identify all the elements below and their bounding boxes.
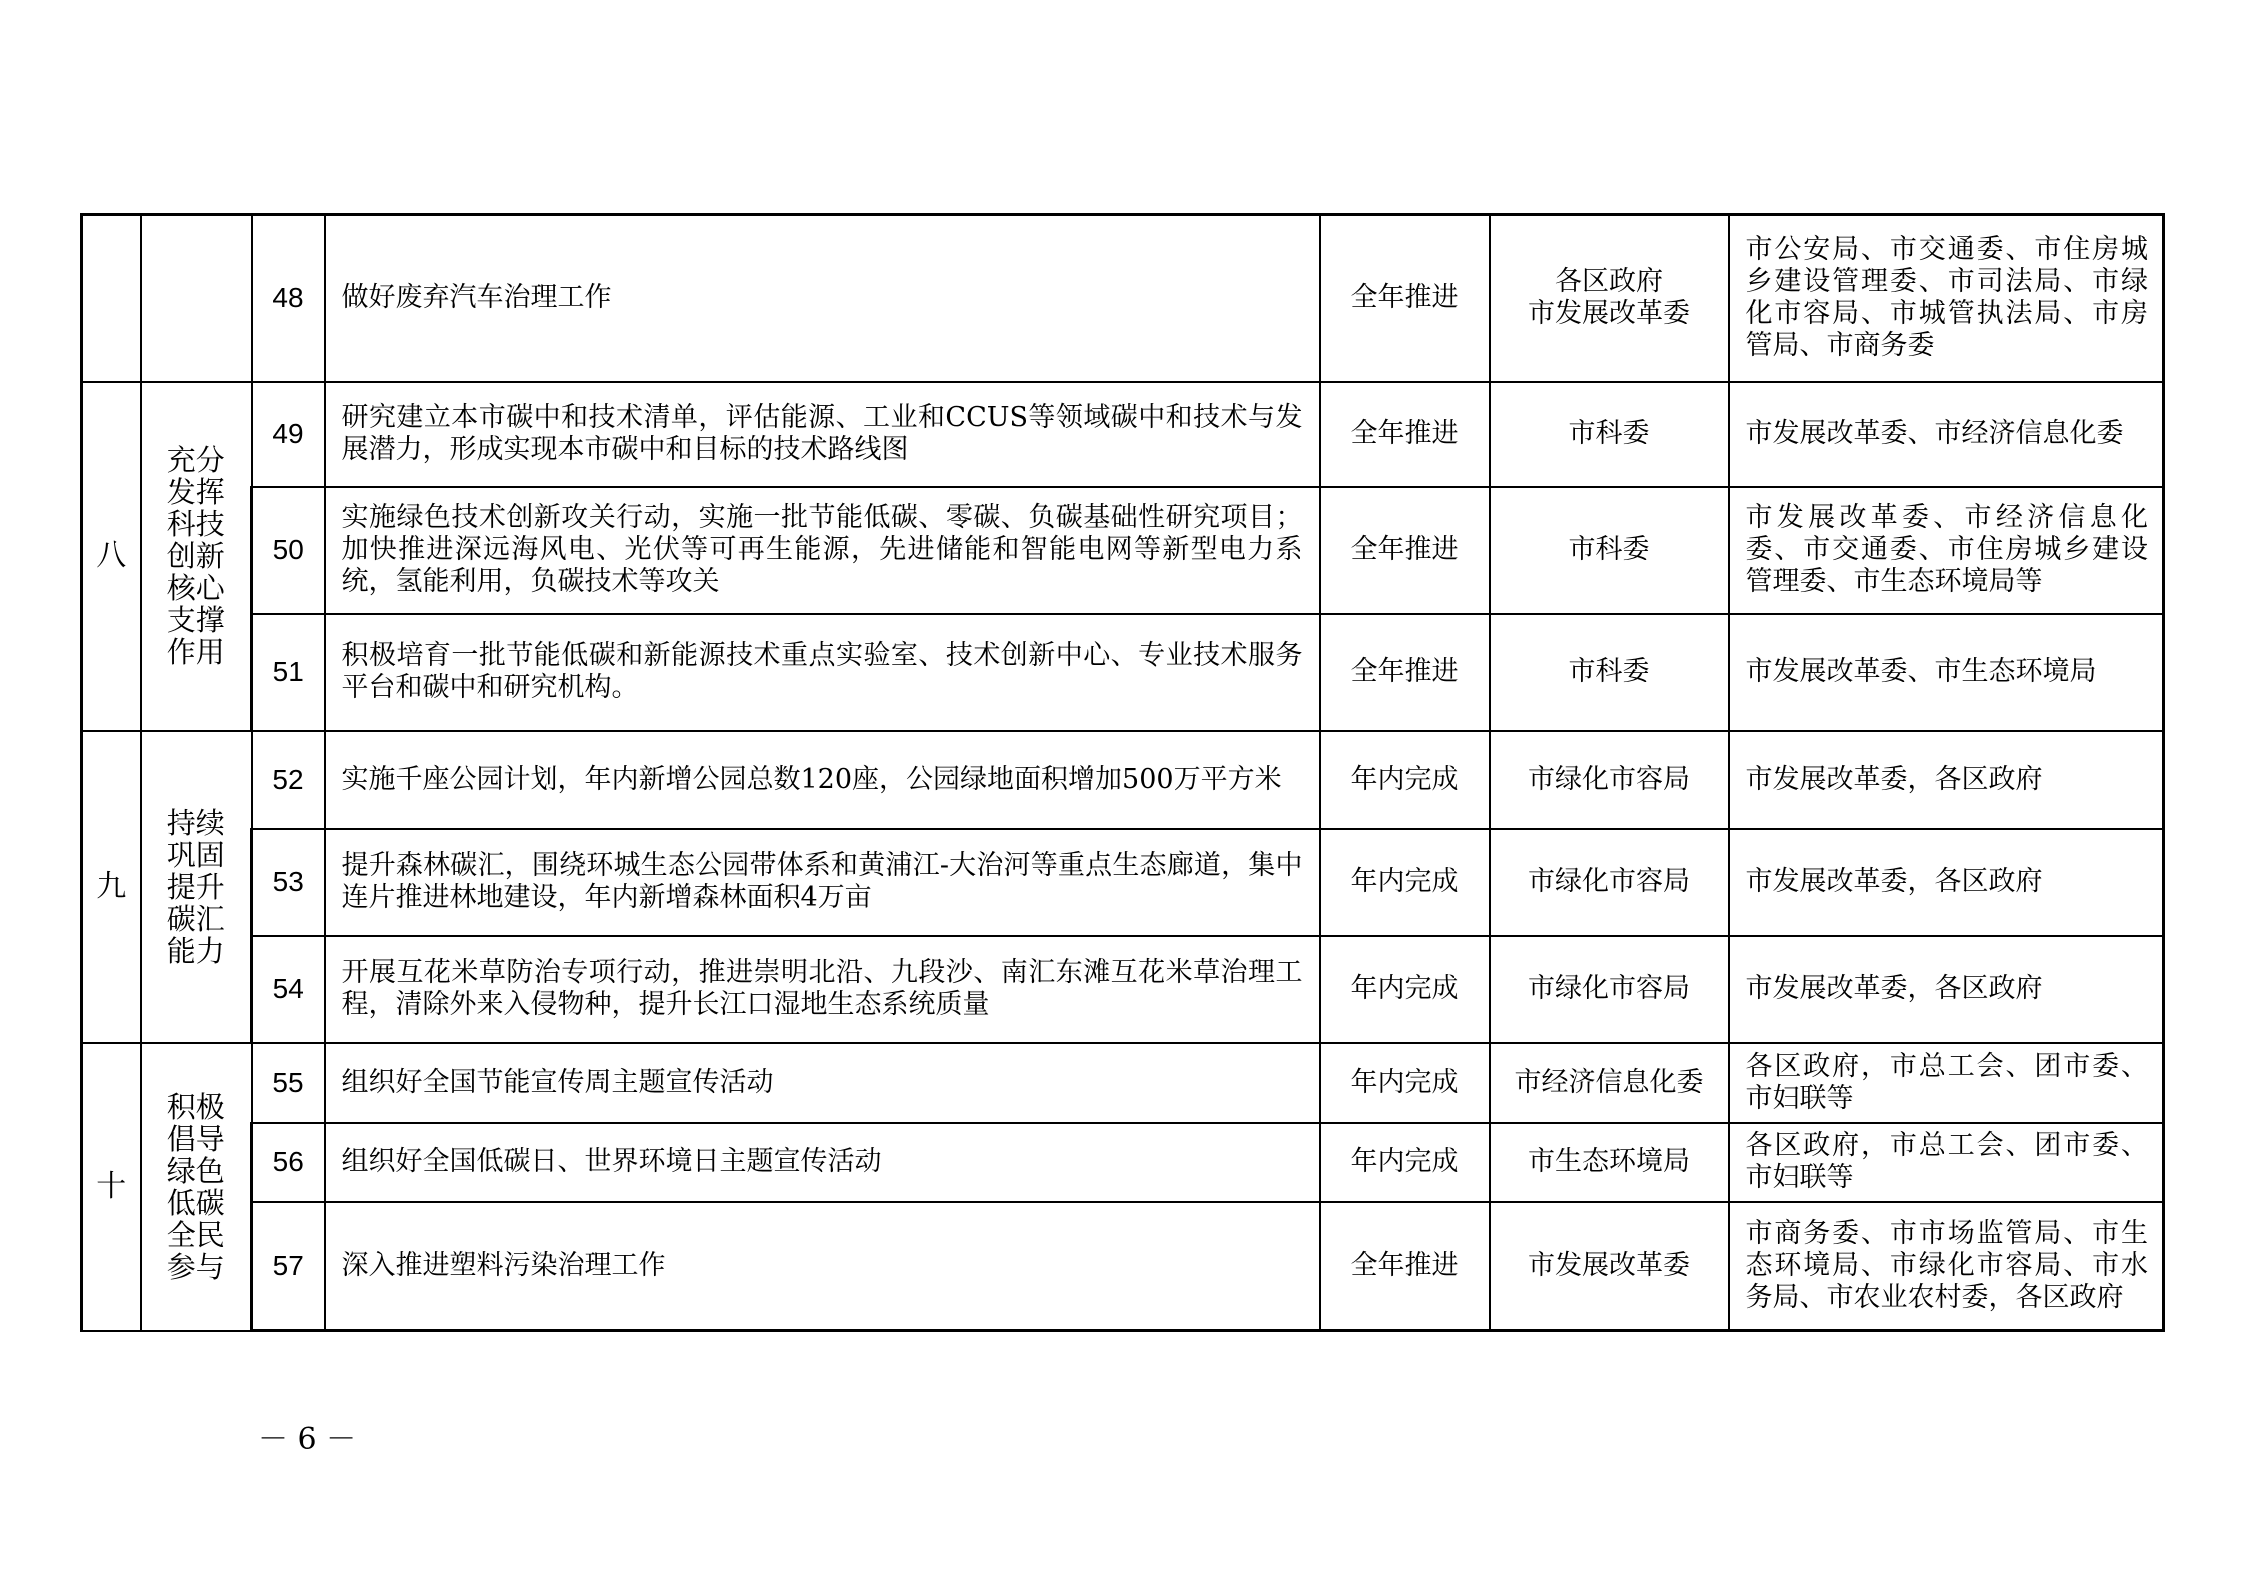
item-number: 54 (252, 936, 325, 1043)
partner-agencies: 各区政府，市总工会、团市委、市妇联等 (1729, 1123, 2164, 1202)
lead-agency: 各区政府 市发展改革委 (1490, 215, 1729, 382)
table-row (82, 614, 2164, 731)
partner-agencies: 市发展改革委，各区政府 (1729, 936, 2164, 1043)
timing: 全年推进 (1320, 215, 1490, 382)
timing: 全年推进 (1320, 1202, 1490, 1331)
table-row (82, 215, 2164, 382)
item-number: 55 (252, 1043, 325, 1123)
section-category-text: 充分发挥科技创新核心支撑作用 (166, 443, 225, 669)
lead-agency: 市生态环境局 (1490, 1123, 1729, 1202)
task-description: 实施千座公园计划，年内新增公园总数120座，公园绿地面积增加500万平方米 (325, 731, 1320, 829)
table-row (82, 487, 2164, 614)
task-description: 做好废弃汽车治理工作 (325, 215, 1320, 382)
table-row (82, 382, 2164, 487)
timing: 全年推进 (1320, 614, 1490, 731)
section-index: 九 (82, 731, 141, 1043)
task-description: 提升森林碳汇，围绕环城生态公园带体系和黄浦江-大治河等重点生态廊道，集中连片推进林地建设，年内新增森林面积4万亩 (325, 829, 1320, 936)
task-description: 组织好全国节能宣传周主题宣传活动 (325, 1043, 1320, 1123)
measures-table (80, 213, 2165, 1332)
lead-agency: 市绿化市容局 (1490, 829, 1729, 936)
lead-agency: 市经济信息化委 (1490, 1043, 1729, 1123)
section-category (141, 731, 252, 1043)
partner-agencies: 市公安局、市交通委、市住房城乡建设管理委、市司法局、市绿化市容局、市城管执法局、市房管局、市商务委 (1729, 215, 2164, 382)
lead-agency: 市科委 (1490, 487, 1729, 614)
table-row (82, 936, 2164, 1043)
table-row (82, 829, 2164, 936)
lead-agency: 市绿化市容局 (1490, 731, 1729, 829)
timing: 年内完成 (1320, 731, 1490, 829)
timing: 全年推进 (1320, 382, 1490, 487)
timing: 年内完成 (1320, 1123, 1490, 1202)
lead-agency: 市绿化市容局 (1490, 936, 1729, 1043)
timing: 年内完成 (1320, 936, 1490, 1043)
partner-agencies: 市发展改革委，各区政府 (1729, 829, 2164, 936)
section-category (141, 1043, 252, 1331)
item-number: 50 (252, 487, 325, 614)
item-number: 56 (252, 1123, 325, 1202)
section-index: 八 (82, 382, 141, 731)
item-number: 52 (252, 731, 325, 829)
partner-agencies: 各区政府，市总工会、团市委、市妇联等 (1729, 1043, 2164, 1123)
section-category-cell (141, 215, 252, 382)
task-description: 积极培育一批节能低碳和新能源技术重点实验室、技术创新中心、专业技术服务平台和碳中和研究机构。 (325, 614, 1320, 731)
item-number: 49 (252, 382, 325, 487)
timing: 年内完成 (1320, 1043, 1490, 1123)
item-number: 57 (252, 1202, 325, 1331)
table-row (82, 1202, 2164, 1331)
partner-agencies: 市商务委、市市场监管局、市生态环境局、市绿化市容局、市水务局、市农业农村委，各区政府 (1729, 1202, 2164, 1331)
task-description: 研究建立本市碳中和技术清单，评估能源、工业和CCUS等领域碳中和技术与发展潜力，形成实现本市碳中和目标的技术路线图 (325, 382, 1320, 487)
lead-agency: 市科委 (1490, 614, 1729, 731)
task-description: 开展互花米草防治专项行动，推进崇明北沿、九段沙、南汇东滩互花米草治理工程，清除外来入侵物种，提升长江口湿地生态系统质量 (325, 936, 1320, 1043)
section-index-cell (82, 215, 141, 382)
table-row (82, 731, 2164, 829)
partner-agencies: 市发展改革委、市生态环境局 (1729, 614, 2164, 731)
partner-agencies: 市发展改革委、市经济信息化委 (1729, 382, 2164, 487)
task-description: 组织好全国低碳日、世界环境日主题宣传活动 (325, 1123, 1320, 1202)
timing: 年内完成 (1320, 829, 1490, 936)
item-number: 51 (252, 614, 325, 731)
table-row (82, 1043, 2164, 1123)
partner-agencies: 市发展改革委、市经济信息化委、市交通委、市住房城乡建设管理委、市生态环境局等 (1729, 487, 2164, 614)
lead-agency: 市发展改革委 (1490, 1202, 1729, 1331)
section-index: 十 (82, 1043, 141, 1331)
table-row (82, 1123, 2164, 1202)
section-category-text: 持续巩固提升碳汇能力 (166, 805, 225, 968)
task-description: 深入推进塑料污染治理工作 (325, 1202, 1320, 1331)
task-description: 实施绿色技术创新攻关行动，实施一批节能低碳、零碳、负碳基础性研究项目；加快推进深远海风电、光伏等可再生能源，先进储能和智能电网等新型电力系统，氢能利用，负碳技术等攻关 (325, 487, 1320, 614)
page-number: － 6 － (258, 1422, 357, 1457)
item-number: 53 (252, 829, 325, 936)
partner-agencies: 市发展改革委，各区政府 (1729, 731, 2164, 829)
section-category (141, 382, 252, 731)
section-category-text: 积极倡导绿色低碳全民参与 (166, 1089, 225, 1284)
timing: 全年推进 (1320, 487, 1490, 614)
item-number: 48 (252, 215, 325, 382)
lead-agency: 市科委 (1490, 382, 1729, 487)
